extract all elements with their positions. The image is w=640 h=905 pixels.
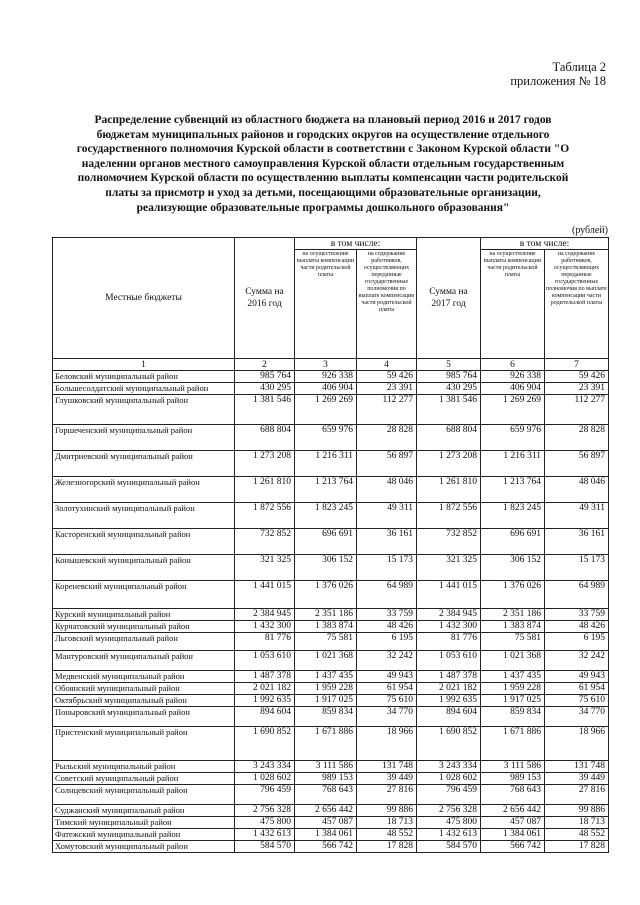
column-numbers-row — [53, 359, 609, 371]
amount-cell: 1 487 378 — [235, 671, 295, 683]
amount-cell: 796 459 — [417, 785, 481, 805]
amount-cell: 430 295 — [417, 383, 481, 395]
amount-cell: 926 338 — [481, 371, 545, 383]
amount-cell: 584 570 — [235, 841, 295, 853]
amount-cell: 1 383 874 — [481, 621, 545, 633]
amount-cell: 2 756 328 — [417, 805, 481, 817]
amount-cell: 49 943 — [545, 671, 609, 683]
table-row — [53, 383, 609, 395]
budget-name-cell: Октябрьский муниципальный район — [53, 695, 235, 707]
table-reference — [510, 60, 606, 88]
amount-cell: 1 269 269 — [481, 395, 545, 425]
table-row — [53, 395, 609, 425]
amount-cell: 61 954 — [357, 683, 417, 695]
amount-cell: 696 691 — [295, 529, 357, 555]
amount-cell: 1 384 061 — [481, 829, 545, 841]
amount-cell: 1 028 602 — [235, 773, 295, 785]
header-admin-2017: на содержание работников, осуществляющих переданные государственные полномочия по выплате компенсации части родительской платы — [545, 250, 609, 359]
table-row — [53, 633, 609, 651]
amount-cell: 430 295 — [235, 383, 295, 395]
amount-cell: 75 581 — [295, 633, 357, 651]
amount-cell: 768 643 — [481, 785, 545, 805]
budget-name-cell: Медвенский муниципальный район — [53, 671, 235, 683]
amount-cell: 1 671 886 — [295, 727, 357, 761]
amount-cell: 1 053 610 — [417, 651, 481, 671]
budget-name-cell: Беловский муниципальный район — [53, 371, 235, 383]
amount-cell: 321 325 — [417, 555, 481, 581]
header-admin-2016: на содержание работников, осуществляющих переданные государственные полномочия по выплате компенсации части родительской платы — [357, 250, 417, 359]
amount-cell: 48 552 — [545, 829, 609, 841]
table-row — [53, 841, 609, 853]
amount-cell: 18 713 — [357, 817, 417, 829]
amount-cell: 1 690 852 — [235, 727, 295, 761]
amount-cell: 59 426 — [545, 371, 609, 383]
amount-cell: 732 852 — [235, 529, 295, 555]
amount-cell: 1 487 378 — [417, 671, 481, 683]
amount-cell: 1 437 435 — [295, 671, 357, 683]
amount-cell: 56 897 — [545, 451, 609, 477]
header-sum-2017: Сумма на 2017 год — [417, 238, 481, 359]
amount-cell: 81 776 — [235, 633, 295, 651]
amount-cell: 1 261 810 — [235, 477, 295, 503]
amount-cell: 1 671 886 — [481, 727, 545, 761]
amount-cell: 1 432 613 — [417, 829, 481, 841]
table-row — [53, 425, 609, 451]
amount-cell: 688 804 — [417, 425, 481, 451]
table-row — [53, 371, 609, 383]
amount-cell: 1 269 269 — [295, 395, 357, 425]
header-payment-2016: на осуществление выплаты компенсации части родительской платы — [295, 250, 357, 359]
amount-cell: 1 021 368 — [481, 651, 545, 671]
amount-cell: 306 152 — [295, 555, 357, 581]
amount-cell: 27 816 — [357, 785, 417, 805]
amount-cell: 1 917 025 — [295, 695, 357, 707]
amount-cell: 1 823 245 — [295, 503, 357, 529]
table-row — [53, 555, 609, 581]
amount-cell: 23 391 — [357, 383, 417, 395]
column-number: 4 — [357, 359, 417, 371]
amount-cell: 1 432 300 — [417, 621, 481, 633]
amount-cell: 1 273 208 — [235, 451, 295, 477]
amount-cell: 2 756 328 — [235, 805, 295, 817]
amount-cell: 48 552 — [357, 829, 417, 841]
amount-cell: 32 242 — [545, 651, 609, 671]
budget-name-cell: Поныровский муниципальный район — [53, 707, 235, 727]
document-title: Распределение субвенций из областного бюджета на плановый период 2016 и 2017 годов бюджетам муниципальных районов и городских округов на осуществление отдельного государственного полномочия Курской области в соответствии с Законом Курской области "О наделении органов местного самоуправления Курской области отдельным государственным полномочием Курской области по осуществлению выплаты компенсации части родительской платы за присмотр и уход за детьми, посещающими образовательные организации, реализующие образовательные программы дошкольного образования" — [76, 114, 570, 214]
table-number: Таблица 2 — [552, 60, 606, 74]
amount-cell: 1 917 025 — [481, 695, 545, 707]
amount-cell: 17 828 — [357, 841, 417, 853]
budget-name-cell: Дмитриевский муниципальный район — [53, 451, 235, 477]
amount-cell: 985 764 — [235, 371, 295, 383]
amount-cell: 39 449 — [357, 773, 417, 785]
amount-cell: 2 021 182 — [417, 683, 481, 695]
amount-cell: 75 581 — [481, 633, 545, 651]
amount-cell: 1 432 613 — [235, 829, 295, 841]
amount-cell: 112 277 — [545, 395, 609, 425]
amount-cell: 32 242 — [357, 651, 417, 671]
amount-cell: 3 111 586 — [295, 761, 357, 773]
table-row — [53, 581, 609, 609]
header-sum-2016: Сумма на 2016 год — [235, 238, 295, 359]
table-row — [53, 727, 609, 761]
table-row — [53, 805, 609, 817]
amount-cell: 33 759 — [357, 609, 417, 621]
amount-cell: 1 441 015 — [417, 581, 481, 609]
table-row — [53, 503, 609, 529]
budget-name-cell: Фатежский муниципальный район — [53, 829, 235, 841]
amount-cell: 1 992 635 — [235, 695, 295, 707]
amount-cell: 584 570 — [417, 841, 481, 853]
amount-cell: 1 381 546 — [235, 395, 295, 425]
budget-name-cell: Большесолдатский муниципальный район — [53, 383, 235, 395]
amount-cell: 1 959 228 — [481, 683, 545, 695]
budget-name-cell: Курский муниципальный район — [53, 609, 235, 621]
amount-cell: 1 216 311 — [481, 451, 545, 477]
amount-cell: 2 021 182 — [235, 683, 295, 695]
budget-name-cell: Касторенский муниципальный район — [53, 529, 235, 555]
amount-cell: 475 800 — [417, 817, 481, 829]
amount-cell: 566 742 — [295, 841, 357, 853]
amount-cell: 768 643 — [295, 785, 357, 805]
budget-name-cell: Железногорский муниципальный район — [53, 477, 235, 503]
budget-name-cell: Горшеченский муниципальный район — [53, 425, 235, 451]
amount-cell: 112 277 — [357, 395, 417, 425]
amount-cell: 1 432 300 — [235, 621, 295, 633]
amount-cell: 6 195 — [545, 633, 609, 651]
amount-cell: 23 391 — [545, 383, 609, 395]
column-number: 3 — [295, 359, 357, 371]
amount-cell: 36 161 — [545, 529, 609, 555]
column-number: 6 — [481, 359, 545, 371]
amount-cell: 1 028 602 — [417, 773, 481, 785]
amount-cell: 64 989 — [545, 581, 609, 609]
budget-name-cell: Суджанский муниципальный район — [53, 805, 235, 817]
amount-cell: 1 053 610 — [235, 651, 295, 671]
amount-cell: 1 384 061 — [295, 829, 357, 841]
amount-cell: 27 816 — [545, 785, 609, 805]
budget-name-cell: Курчатовский муниципальный район — [53, 621, 235, 633]
amount-cell: 989 153 — [295, 773, 357, 785]
amount-cell: 34 770 — [545, 707, 609, 727]
amount-cell: 48 426 — [357, 621, 417, 633]
table-body — [53, 371, 609, 853]
appendix-number: приложения № 18 — [510, 74, 606, 88]
amount-cell: 18 966 — [357, 727, 417, 761]
amount-cell: 2 384 945 — [417, 609, 481, 621]
amount-cell: 75 610 — [357, 695, 417, 707]
amount-cell: 1 872 556 — [417, 503, 481, 529]
budget-name-cell: Мантуровский муниципальный район — [53, 651, 235, 671]
amount-cell: 859 834 — [295, 707, 357, 727]
amount-cell: 48 426 — [545, 621, 609, 633]
amount-cell: 48 046 — [545, 477, 609, 503]
column-number: 5 — [417, 359, 481, 371]
amount-cell: 985 764 — [417, 371, 481, 383]
amount-cell: 1 381 546 — [417, 395, 481, 425]
budget-name-cell: Рыльский муниципальный район — [53, 761, 235, 773]
amount-cell: 1 261 810 — [417, 477, 481, 503]
amount-cell: 475 800 — [235, 817, 295, 829]
amount-cell: 28 828 — [357, 425, 417, 451]
amount-cell: 1 216 311 — [295, 451, 357, 477]
budget-name-cell: Солнцевский муниципальный район — [53, 785, 235, 805]
header-including-2016: в том числе: — [295, 238, 417, 250]
amount-cell: 131 748 — [545, 761, 609, 773]
amount-cell: 18 966 — [545, 727, 609, 761]
amount-cell: 894 604 — [417, 707, 481, 727]
amount-cell: 926 338 — [295, 371, 357, 383]
amount-cell: 49 311 — [357, 503, 417, 529]
amount-cell: 1 021 368 — [295, 651, 357, 671]
table-row — [53, 785, 609, 805]
amount-cell: 2 656 442 — [295, 805, 357, 817]
amount-cell: 1 690 852 — [417, 727, 481, 761]
amount-cell: 18 713 — [545, 817, 609, 829]
amount-cell: 1 992 635 — [417, 695, 481, 707]
amount-cell: 6 195 — [357, 633, 417, 651]
amount-cell: 61 954 — [545, 683, 609, 695]
column-number: 2 — [235, 359, 295, 371]
amount-cell: 3 243 334 — [235, 761, 295, 773]
amount-cell: 48 046 — [357, 477, 417, 503]
amount-cell: 1 441 015 — [235, 581, 295, 609]
amount-cell: 36 161 — [357, 529, 417, 555]
amount-cell: 1 213 764 — [295, 477, 357, 503]
header-including-2017: в том числе: — [481, 238, 609, 250]
amount-cell: 566 742 — [481, 841, 545, 853]
budget-name-cell: Кореневский муниципальный район — [53, 581, 235, 609]
budget-name-cell: Конышевский муниципальный район — [53, 555, 235, 581]
header-local-budgets: Местные бюджеты — [53, 238, 235, 359]
column-number: 7 — [545, 359, 609, 371]
amount-cell: 33 759 — [545, 609, 609, 621]
budget-name-cell: Льговский муниципальный район — [53, 633, 235, 651]
amount-cell: 2 351 186 — [481, 609, 545, 621]
table-row — [53, 695, 609, 707]
budget-name-cell: Обоянский муниципальный район — [53, 683, 235, 695]
amount-cell: 59 426 — [357, 371, 417, 383]
table-row — [53, 529, 609, 555]
table-row — [53, 817, 609, 829]
amount-cell: 28 828 — [545, 425, 609, 451]
amount-cell: 81 776 — [417, 633, 481, 651]
amount-cell: 49 311 — [545, 503, 609, 529]
amount-cell: 99 886 — [545, 805, 609, 817]
budget-name-cell: Глушковский муниципальный район — [53, 395, 235, 425]
amount-cell: 321 325 — [235, 555, 295, 581]
amount-cell: 1 437 435 — [481, 671, 545, 683]
amount-cell: 2 384 945 — [235, 609, 295, 621]
amount-cell: 56 897 — [357, 451, 417, 477]
amount-cell: 3 111 586 — [481, 761, 545, 773]
amount-cell: 17 828 — [545, 841, 609, 853]
column-number: 1 — [53, 359, 235, 371]
amount-cell: 894 604 — [235, 707, 295, 727]
amount-cell: 15 173 — [357, 555, 417, 581]
amount-cell: 49 943 — [357, 671, 417, 683]
amount-cell: 859 834 — [481, 707, 545, 727]
table-row — [53, 451, 609, 477]
amount-cell: 75 610 — [545, 695, 609, 707]
amount-cell: 15 173 — [545, 555, 609, 581]
amount-cell: 1 872 556 — [235, 503, 295, 529]
amount-cell: 696 691 — [481, 529, 545, 555]
amount-cell: 406 904 — [481, 383, 545, 395]
amount-cell: 1 376 026 — [481, 581, 545, 609]
table-row — [53, 773, 609, 785]
amount-cell: 39 449 — [545, 773, 609, 785]
table-row — [53, 761, 609, 773]
amount-cell: 1 823 245 — [481, 503, 545, 529]
amount-cell: 306 152 — [481, 555, 545, 581]
units-label: (рублей) — [571, 225, 608, 236]
budget-name-cell: Хомутовский муниципальный район — [53, 841, 235, 853]
table-row — [53, 609, 609, 621]
amount-cell: 1 213 764 — [481, 477, 545, 503]
amount-cell: 659 976 — [295, 425, 357, 451]
budget-name-cell: Советский муниципальный район — [53, 773, 235, 785]
table-row — [53, 621, 609, 633]
budget-name-cell: Тимский муниципальный район — [53, 817, 235, 829]
table-row — [53, 683, 609, 695]
header-payment-2017: на осуществление выплаты компенсации части родительской платы — [481, 250, 545, 359]
table-row — [53, 651, 609, 671]
amount-cell: 1 959 228 — [295, 683, 357, 695]
amount-cell: 1 376 026 — [295, 581, 357, 609]
amount-cell: 1 383 874 — [295, 621, 357, 633]
amount-cell: 688 804 — [235, 425, 295, 451]
budget-name-cell: Пристенский муниципальный район — [53, 727, 235, 761]
amount-cell: 659 976 — [481, 425, 545, 451]
amount-cell: 796 459 — [235, 785, 295, 805]
amount-cell: 3 243 334 — [417, 761, 481, 773]
amount-cell: 2 656 442 — [481, 805, 545, 817]
table-row — [53, 829, 609, 841]
amount-cell: 1 273 208 — [417, 451, 481, 477]
amount-cell: 457 087 — [295, 817, 357, 829]
amount-cell: 64 989 — [357, 581, 417, 609]
amount-cell: 2 351 186 — [295, 609, 357, 621]
table-row — [53, 707, 609, 727]
amount-cell: 99 886 — [357, 805, 417, 817]
budget-name-cell: Золотухинский муниципальный район — [53, 503, 235, 529]
amount-cell: 131 748 — [357, 761, 417, 773]
amount-cell: 34 770 — [357, 707, 417, 727]
table-row — [53, 477, 609, 503]
amount-cell: 406 904 — [295, 383, 357, 395]
table-row — [53, 671, 609, 683]
amount-cell: 989 153 — [481, 773, 545, 785]
amount-cell: 457 087 — [481, 817, 545, 829]
amount-cell: 732 852 — [417, 529, 481, 555]
subventions-table — [52, 237, 609, 853]
